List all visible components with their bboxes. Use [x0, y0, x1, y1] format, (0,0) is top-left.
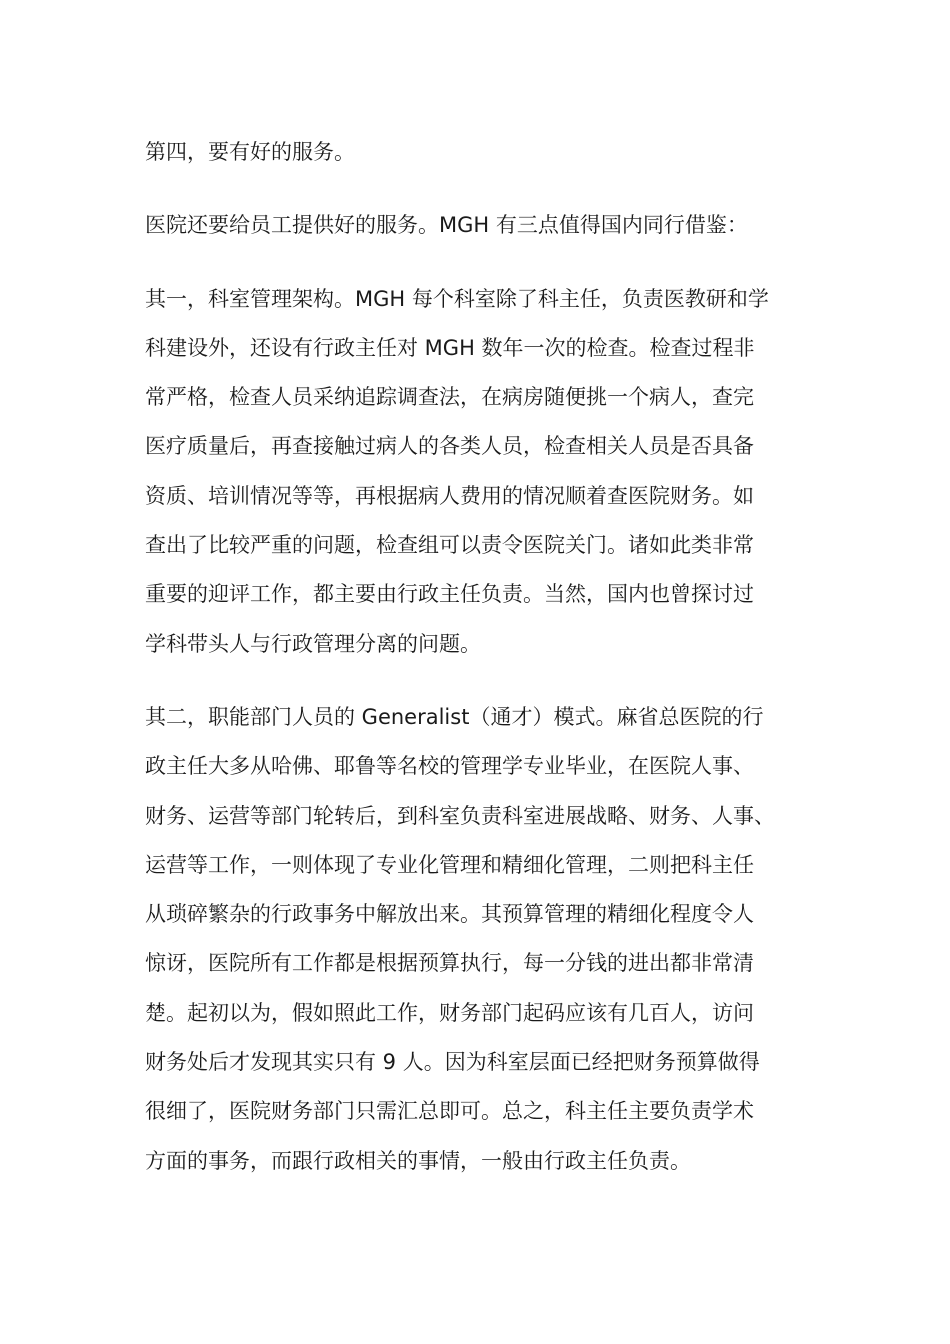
paragraph-one-line: 重要的迎评工作，都主要由行政主任负责。当然，国内也曾探讨过 — [145, 582, 754, 607]
paragraph-two-line: 政主任大多从哈佛、耶鲁等名校的管理学专业毕业，在医院人事、 — [145, 754, 754, 779]
paragraph-gap — [145, 251, 810, 275]
paragraph-one-line: 科建设外，还设有行政主任对 MGH 数年一次的检查。检查过程非 — [145, 335, 755, 360]
paragraph-two-line: 惊讶，医院所有工作都是根据预算执行，每一分钱的进出都非常清 — [145, 951, 754, 976]
paragraph-one — [145, 275, 810, 669]
paragraph-two-line: 方面的事务，而跟行政相关的事情，一般由行政主任负责。 — [145, 1148, 691, 1173]
document-body — [145, 128, 810, 1186]
paragraph-two-line: 从琐碎繁杂的行政事务中解放出来。其预算管理的精细化程度令人 — [145, 902, 754, 927]
paragraph-two-line: 财务、运营等部门轮转后，到科室负责科室进展战略、财务、人事、 — [145, 803, 775, 828]
paragraph-one-line: 其一，科室管理架构。MGH 每个科室除了科主任，负责医教研和学 — [145, 286, 769, 311]
paragraph-gap — [145, 669, 810, 693]
paragraph-two-line: 运营等工作，一则体现了专业化管理和精细化管理，二则把科主任 — [145, 852, 754, 877]
paragraph-one-line: 医疗质量后，再查接触过病人的各类人员，检查相关人员是否具备 — [145, 434, 754, 459]
paragraph-gap — [145, 177, 810, 201]
paragraph-two-line: 财务处后才发现其实只有 9 人。因为科室层面已经把财务预算做得 — [145, 1050, 760, 1075]
paragraph-two-line: 很细了，医院财务部门只需汇总即可。总之，科主任主要负责学术 — [145, 1099, 754, 1124]
paragraph-one-line: 学科带头人与行政管理分离的问题。 — [145, 631, 481, 656]
section-heading — [145, 128, 810, 177]
paragraph-one-line: 资质、培训情况等等，再根据病人费用的情况顺着查医院财务。如 — [145, 483, 754, 508]
intro-paragraph — [145, 201, 810, 250]
paragraph-two-line: 其二，职能部门人员的 Generalist（通才）模式。麻省总医院的行 — [145, 704, 764, 729]
paragraph-two — [145, 693, 810, 1186]
paragraph-two-line: 楚。起初以为，假如照此工作，财务部门起码应该有几百人，访问 — [145, 1000, 754, 1025]
paragraph-one-line: 查出了比较严重的问题，检查组可以责令医院关门。诸如此类非常 — [145, 533, 754, 558]
intro-line: 医院还要给员工提供好的服务。MGH 有三点值得国内同行借鉴： — [145, 213, 748, 238]
paragraph-one-line: 常严格，检查人员采纳追踪调查法，在病房随便挑一个病人，查完 — [145, 385, 754, 410]
heading-line: 第四，要有好的服务。 — [145, 140, 355, 164]
